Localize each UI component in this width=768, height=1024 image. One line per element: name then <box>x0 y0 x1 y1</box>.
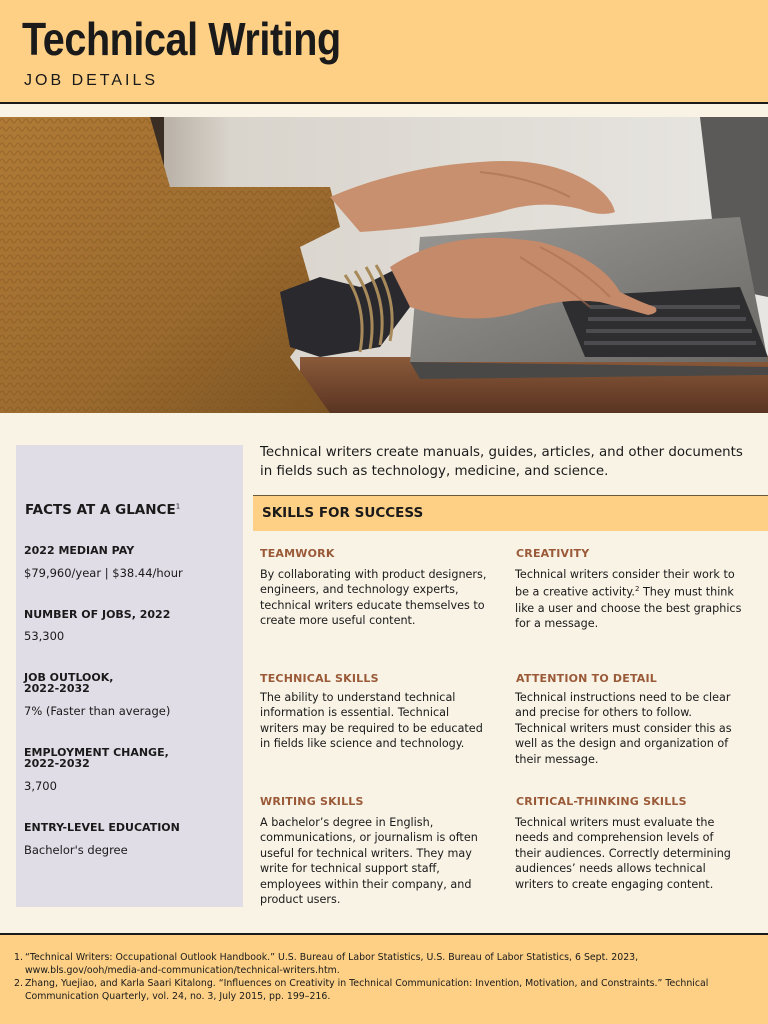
fact-label-employment-change: EMPLOYMENT CHANGE, <box>24 746 169 759</box>
footnote-item: 1. “Technical Writers: Occupational Outlook Handbook.” U.S. Bureau of Labor Statistics, U.S. Bureau of Labor Statistics, 6 Sept. 2023, www.bls.gov/ooh/media-and-communication/technical-writers.htm. <box>14 952 639 976</box>
fact-value-number-of-jobs: 53,300 <box>24 629 65 643</box>
fact-label-entry-education: ENTRY-LEVEL EDUCATION <box>24 821 180 834</box>
intro-paragraph: Technical writers create manuals, guides, articles, and other documents in fields such as technology, medicine, and science. <box>260 445 743 479</box>
skill-heading-technical-skills: TECHNICAL SKILLS <box>260 672 379 685</box>
creativity-footnote-ref: 2 <box>634 585 640 594</box>
facts-title: FACTS AT A GLANCE$^1$ <box>25 502 181 518</box>
skill-body-creativity: Technical writers consider their work to be a creative activity.$^2$ They must think like a user and choose the best graphics for a message. <box>515 568 742 630</box>
skill-heading-teamwork: TEAMWORK <box>260 547 335 560</box>
hands-typing-on-laptop-image <box>0 117 768 413</box>
skills-header-bar <box>253 495 768 531</box>
skill-heading-writing-skills: WRITING SKILLS <box>260 795 364 808</box>
page-title: Technical Writing <box>22 13 341 65</box>
page-subtitle: JOB DETAILS <box>24 72 159 89</box>
fact-label-employment-change-years: 2022-2032 <box>24 757 90 770</box>
footnote-item: 2. Zhang, Yuejiao, and Karla Saari Kitalong. “Influences on Creativity in Technical Communication: Invention, Motivation, and Constraints.” Technical Communication Quarterly, vol. 24, no. 3, July 2015, pp. 199–216. <box>14 978 709 1002</box>
fact-label-job-outlook: JOB OUTLOOK, <box>24 671 114 684</box>
fact-label-median-pay: 2022 MEDIAN PAY <box>24 544 135 557</box>
skill-body-critical-thinking: Technical writers must evaluate the needs and comprehension levels of their audiences. Correctly determining audiences’ needs allows technical writers to create engaging content. <box>515 816 731 891</box>
skills-title: SKILLS FOR SUCCESS <box>262 505 424 521</box>
skill-body-attention-to-detail: Technical instructions need to be clear and precise for others to follow. Technical writers must consider this as well as the design and organization of their message. <box>515 691 732 766</box>
fact-value-job-outlook: 7% (Faster than average) <box>24 704 171 718</box>
footnotes-list <box>16 951 756 1003</box>
skill-body-technical-skills: The ability to understand technical information is essential. Technical writers may be required to be educated in fields like science and technology. <box>260 691 483 751</box>
fact-value-median-pay: $79,960/year | $38.44/hour <box>24 566 183 580</box>
hero-photo <box>0 117 768 413</box>
fact-label-job-outlook-years: 2022-2032 <box>24 682 90 695</box>
footnotes-footer <box>0 933 768 1024</box>
header-banner <box>0 0 768 104</box>
skill-heading-attention-to-detail: ATTENTION TO DETAIL <box>516 672 658 685</box>
facts-footnote-ref: 1 <box>175 502 181 511</box>
fact-label-number-of-jobs: NUMBER OF JOBS, 2022 <box>24 608 171 621</box>
facts-panel <box>16 445 243 907</box>
skill-body-writing-skills: A bachelor’s degree in English, communications, or journalism is often useful for technical writers. They may write for technical support staff, employees within their company, and product users. <box>260 816 478 907</box>
fact-value-entry-education: Bachelor's degree <box>24 843 128 857</box>
fact-value-employment-change: 3,700 <box>24 779 57 793</box>
skill-heading-creativity: CREATIVITY <box>516 547 590 560</box>
skill-body-teamwork: By collaborating with product designers, engineers, and technology experts, technical writers educate themselves to create more useful content. <box>260 568 487 628</box>
skill-heading-critical-thinking: CRITICAL-THINKING SKILLS <box>516 795 687 808</box>
